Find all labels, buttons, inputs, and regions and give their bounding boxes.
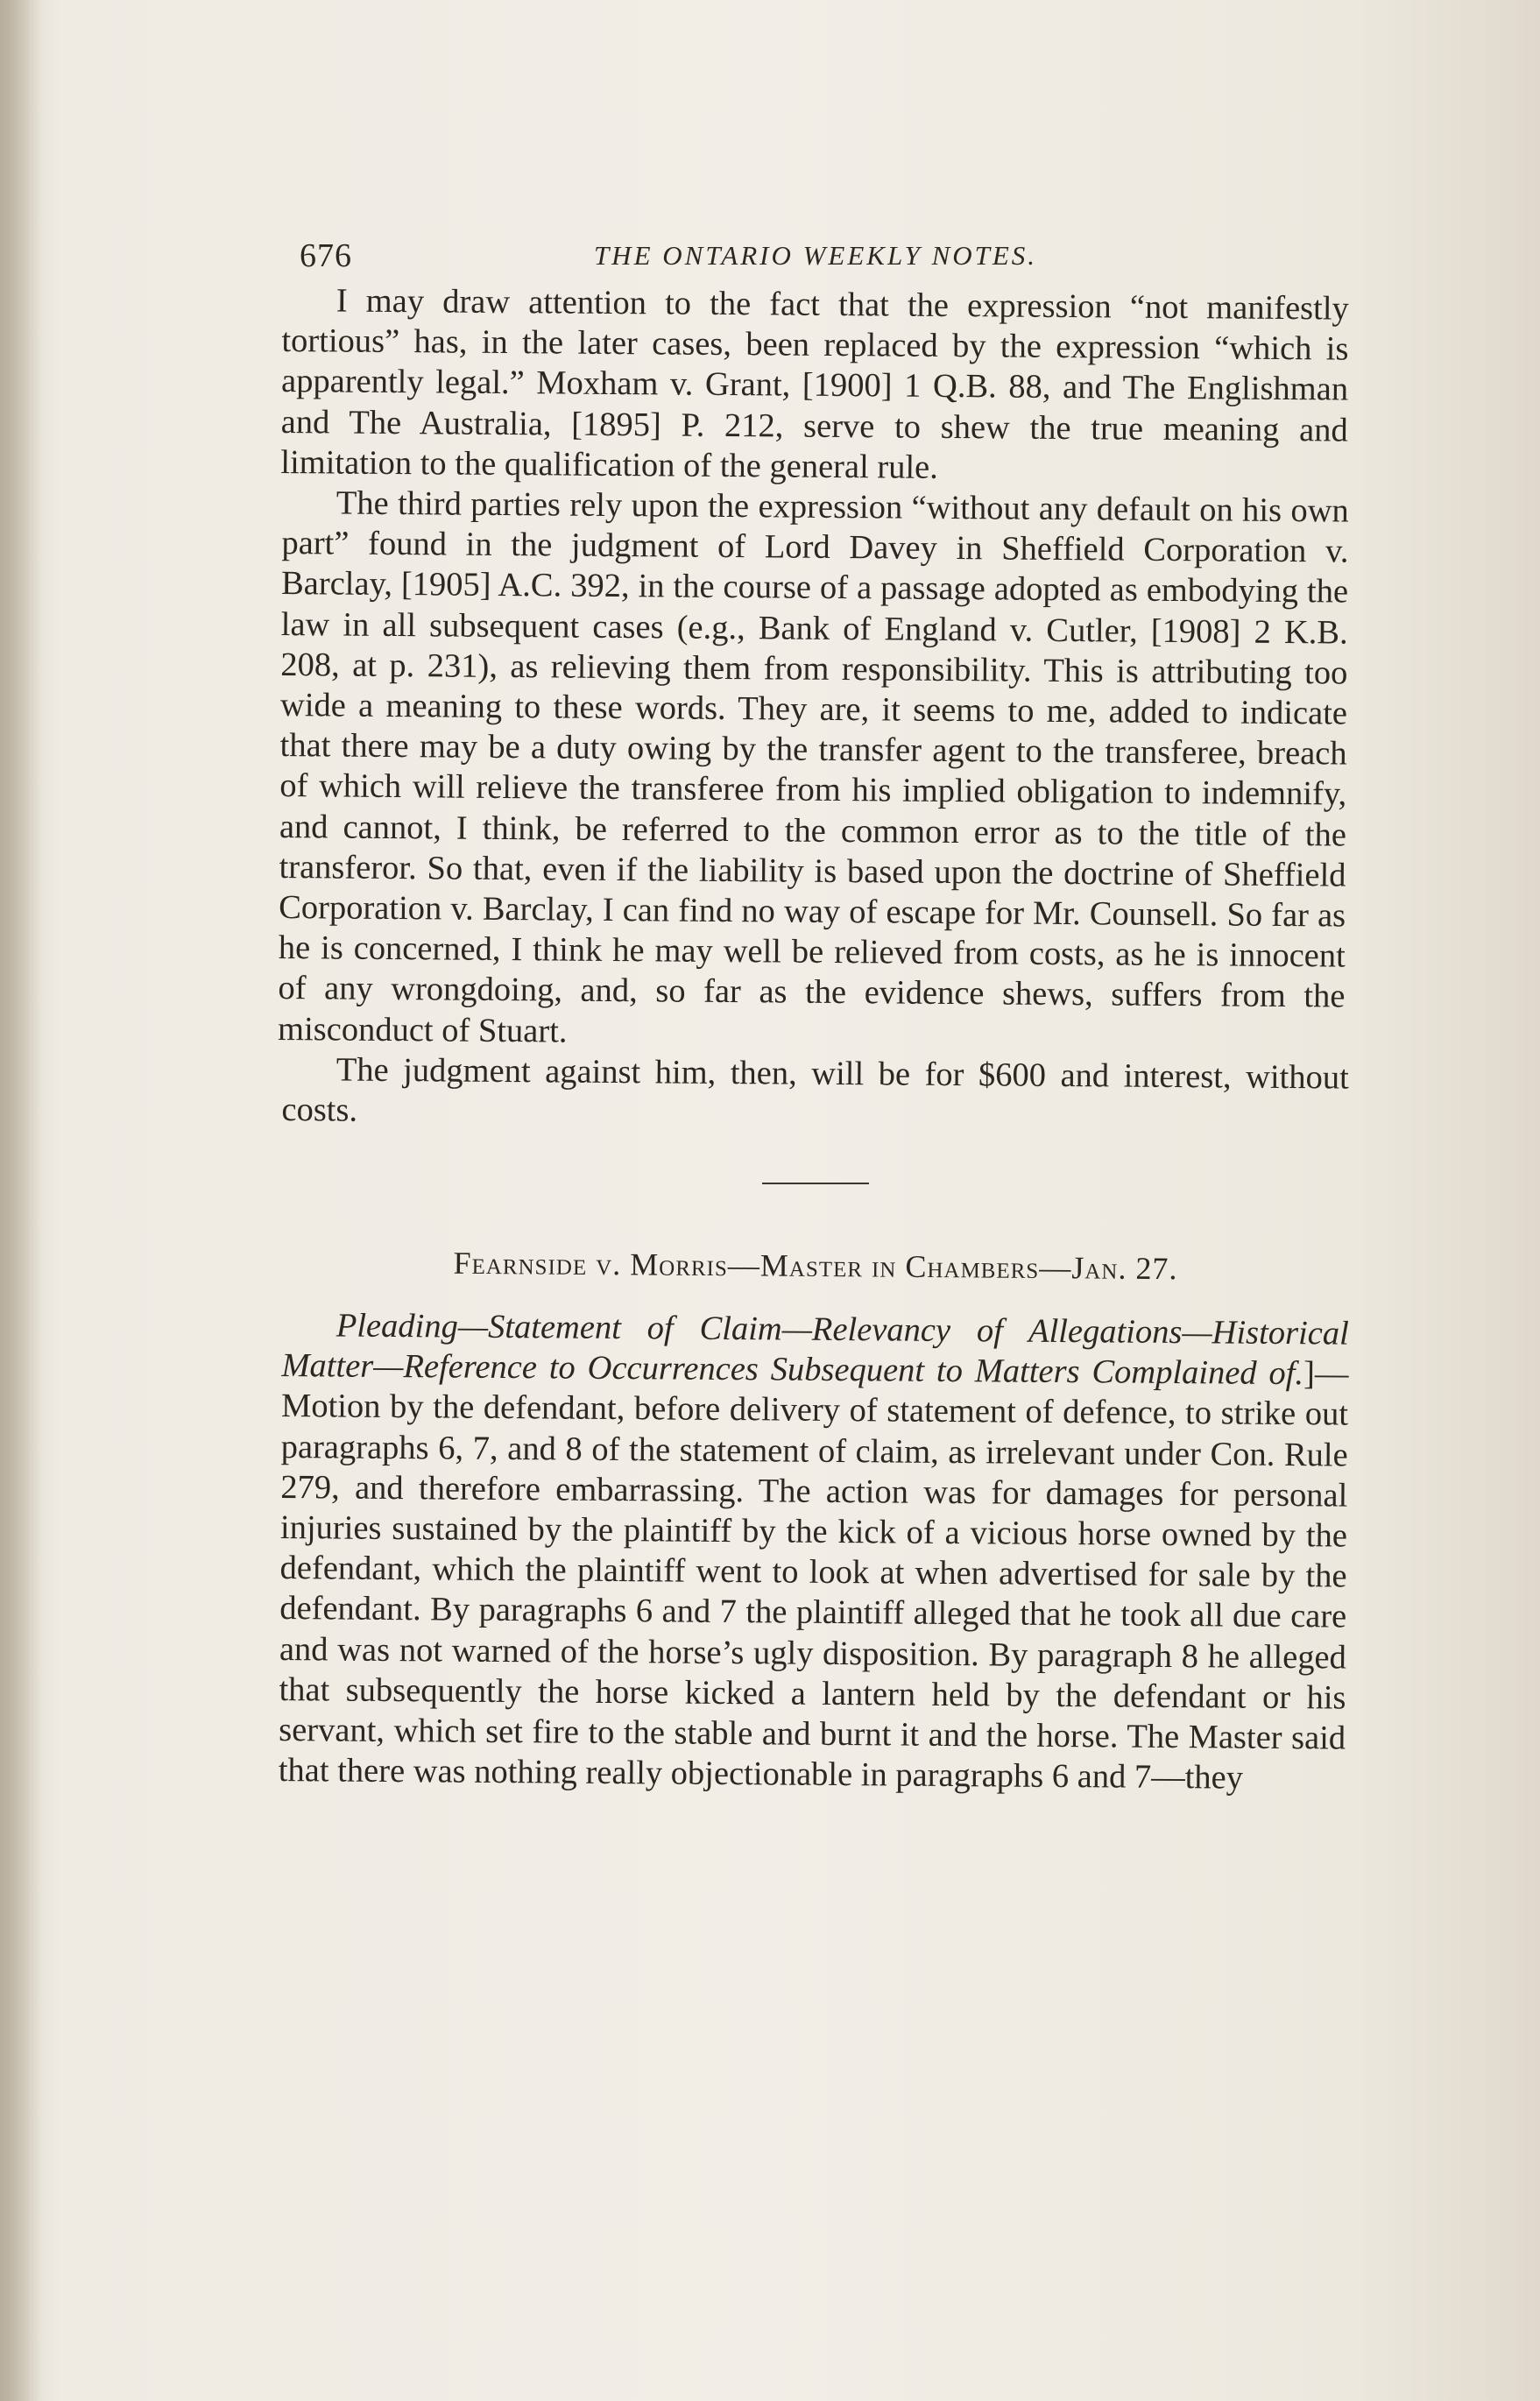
page-content: [277, 226, 1349, 1797]
paragraph: The third parties rely upon the expression “without any default on his own part” found in the judgment of Lord Davey in Sheffield Corporation v. Barclay, [1905] A.C. 392, in the course of a passage adopted as embodying the law in all subsequent cases (e.g., Bank of England v. Cutler, [1908] 2 K.B. 208, at p. 231), as relieving them from responsibility. This is attributing too wide a meaning to these words. They are, it seems to me, added to indicate that there may be a duty owing by the transfer agent to the transferee, breach of which will relieve the transferee from his implied obligation to indemnify, and cannot, I think, be referred to the common error as to the title of the transferor. So that, even if the liability is based upon the doctrine of Sheffield Corporation v. Barclay, I can find no way of escape for Mr. Counsell. So far as he is concerned, I think he may well be relieved from costs, as he is innocent of any wrongdoing, and, so far as the evidence shews, suffers from the misconduct of Stuart.: [277, 484, 1349, 1050]
headnote-body: ]—Motion by the defendant, before delivery of statement of defence, to strike out paragraphs 6, 7, and 8 of the statement of claim, as irrelevant under Con. Rule 279, and therefore embarrassing. The action was for damages for personal injuries sustained by the plaintiff by the kick of a vicious horse owned by the defendant, which the plaintiff went to look at when advertised for sale by the defendant. By paragraphs 6 and 7 the plaintiff alleged that he took all due care and was not warned of the horse’s ugly disposition. By paragraph 8 he alleged that subsequently the horse kicked a lantern held by the defendant or his servant, which set fire to the stable and burnt it and the horse. The Master said that there was nothing really objectionable in paragraphs 6 and 7—they: [278, 1355, 1349, 1797]
section-judgment-conclusion: [277, 280, 1349, 1130]
page-number: 676: [300, 237, 352, 274]
paragraph: The judgment against him, then, will be for $600 and interest, without costs.: [281, 1051, 1349, 1129]
running-title: THE ONTARIO WEEKLY NOTES.: [593, 240, 1038, 271]
section-fearnside-v-morris: [278, 1305, 1349, 1797]
page-header: [282, 226, 1349, 287]
paragraph: I may draw attention to the fact that the expression “not manifestly tortious” has, in the later cases, been replaced by the expression “which is apparently legal.” Moxham v. Grant, [1900] 1 Q.B. 88, and The Englishman and The Australia, [1895] P. 212, serve to shew the true meaning and limitation to the qualification of the general rule.: [280, 282, 1349, 486]
headnote-paragraph: [279, 1305, 1349, 1799]
headnote-italic: Pleading—Statement of Claim—Relevancy of Allegations—Historical Matter—Reference to Occurrences Subsequent to Matters Complained of.: [281, 1307, 1349, 1393]
section-divider: [762, 1183, 869, 1184]
case-heading: Fearnside v. Morris—Master in Chambers—Jan. 27.: [453, 1246, 1178, 1287]
binding-shadow: [0, 0, 42, 2401]
